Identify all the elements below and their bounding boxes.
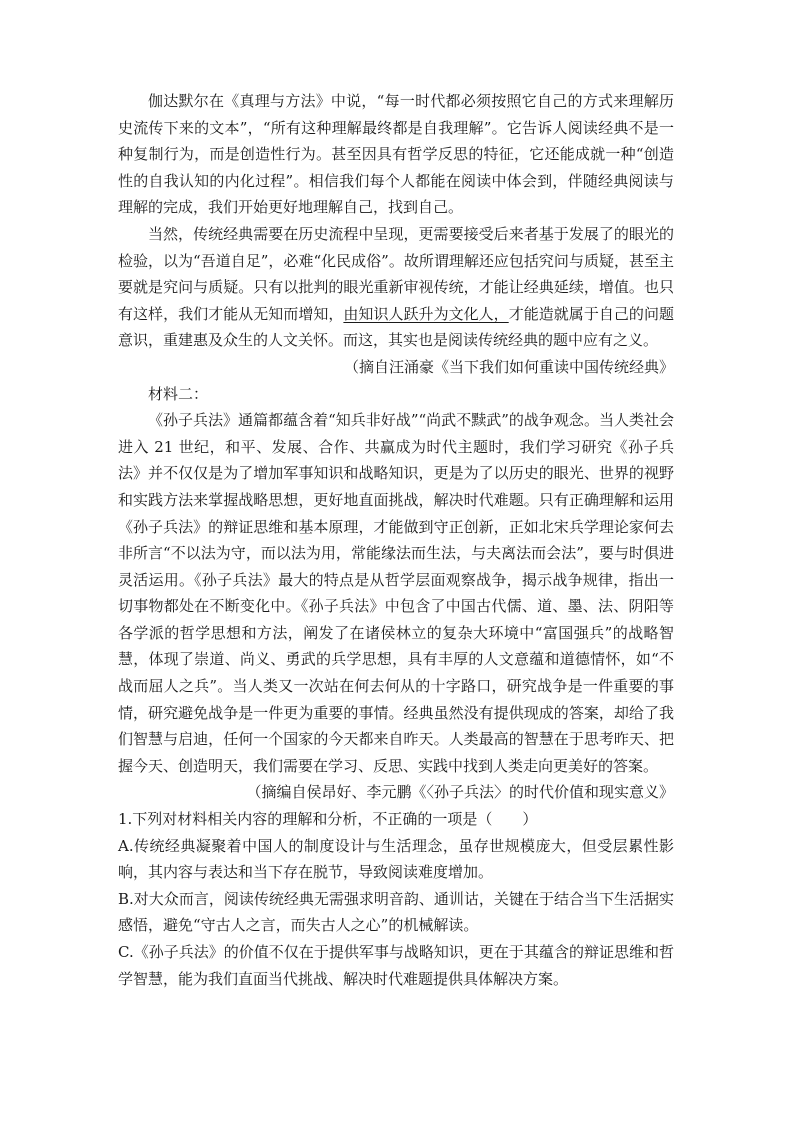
document-page [118,88,674,992]
material2-label: 材料二： [148,384,209,403]
material1-source: （摘自汪涌豪《当下我们如何重读中国传统经典》 [343,357,674,376]
underlined-phrase: 由知识人跃升为文化人， [343,304,509,323]
option-c: C.《孙子兵法》的价值不仅在于提供军事与战略知识，更在于其蕴含的辩证思维和哲学智慧，能为我们直面当代挑战、解决时代难题提供具体解决方案。 [118,943,674,988]
material2-source: （摘编自侯昂好、李元鹏《〈孙子兵法〉的时代价值和现实意义》 [246,783,674,802]
material2-paragraph-1: 《孙子兵法》通篇都蕴含着“知兵非好战”“尚武不黩武”的战争观念。当人类社会进入 21 世纪，和平、发展、合作、共赢成为时代主题时，我们学习研究《孙子兵法》并不仅仅是为了增加军事知识和战略知识，更是为了以历史的眼光、世界的视野和实践方法来掌握战略思想，更好地直面挑战，解决时代难题。只有正确理解和运用《孙子兵法》的辩证思维和基本原理，才能做到守正创新，正如北宋兵学理论家何去非所言“不以法为守，而以法为用，常能缘法而生法，与夫离法而会法”，要与时俱进灵活运用。《孙子兵法》最大的特点是从哲学层面观察战争，揭示战争规律，指出一切事物都处在不断变化中。《孙子兵法》中包含了中国古代儒、道、墨、法、阴阳等各学派的哲学思想和方法，阐发了在诸侯林立的复杂大环境中“富国强兵”的战略智慧，体现了崇道、尚义、勇武的兵学思想，具有丰厚的人文意蕴和道德情怀，如“不战而屈人之兵”。当人类又一次站在何去何从的十字路口，研究战争是一件重要的事情，研究避免战争是一件更为重要的事情。经典虽然没有提供现成的答案，却给了我们智慧与启迪，任何一个国家的今天都来自昨天。人类最高的智慧在于思考昨天、把握今天、创造明天，我们需要在学习、反思、实践中找到人类走向更美好的答案。 [118,411,674,775]
option-a: A.传统经典凝聚着中国人的制度设计与生活理念，虽存世规模庞大，但受层累性影响，其内容与表达和当下存在脱节，导致阅读难度增加。 [118,836,674,882]
paragraph-2-text-start: 当然，传统经典需要在历史流程中呈现，更需要接受后来者基于发展了的眼光的检验，以为“吾道自足”，必难“化民成俗”。故所谓理解还应包括究问与质疑，甚至主要就是究问与质疑。只有以批判的眼光重新审视传统，才能让经典延续，增值。也只有这样，我们才能从无知而增知， [118,224,674,323]
material1-paragraph-2 [118,221,674,354]
option-b: B.对大众而言，阅读传统经典无需强求明音韵、通训诂，关键在于结合当下生活据实感悟，避免“守古人之言，而失古人之心”的机械解读。 [118,889,674,935]
question-stem: 1.下列对材料相关内容的理解和分析，不正确的一项是（ ） [118,810,538,829]
paragraph-2-text-end: 才能造就属于自己的问题意识，重建惠及众生的人文关怀。而这，其实也是阅读传统经典的题中应有之义。 [118,304,674,350]
material1-paragraph-1: 伽达默尔在《真理与方法》中说，“每一时代都必须按照它自己的方式来理解历史流传下来的文本”，“所有这种理解最终都是自我理解”。它告诉人阅读经典不是一种复制行为，而是创造性行为。甚至因具有哲学反思的特征，它还能成就一种“创造性的自我认知的内化过程”。相信我们每个人都能在阅读中体会到，伴随经典阅读与理解的完成，我们开始更好地理解自己，找到自己。 [118,92,674,217]
